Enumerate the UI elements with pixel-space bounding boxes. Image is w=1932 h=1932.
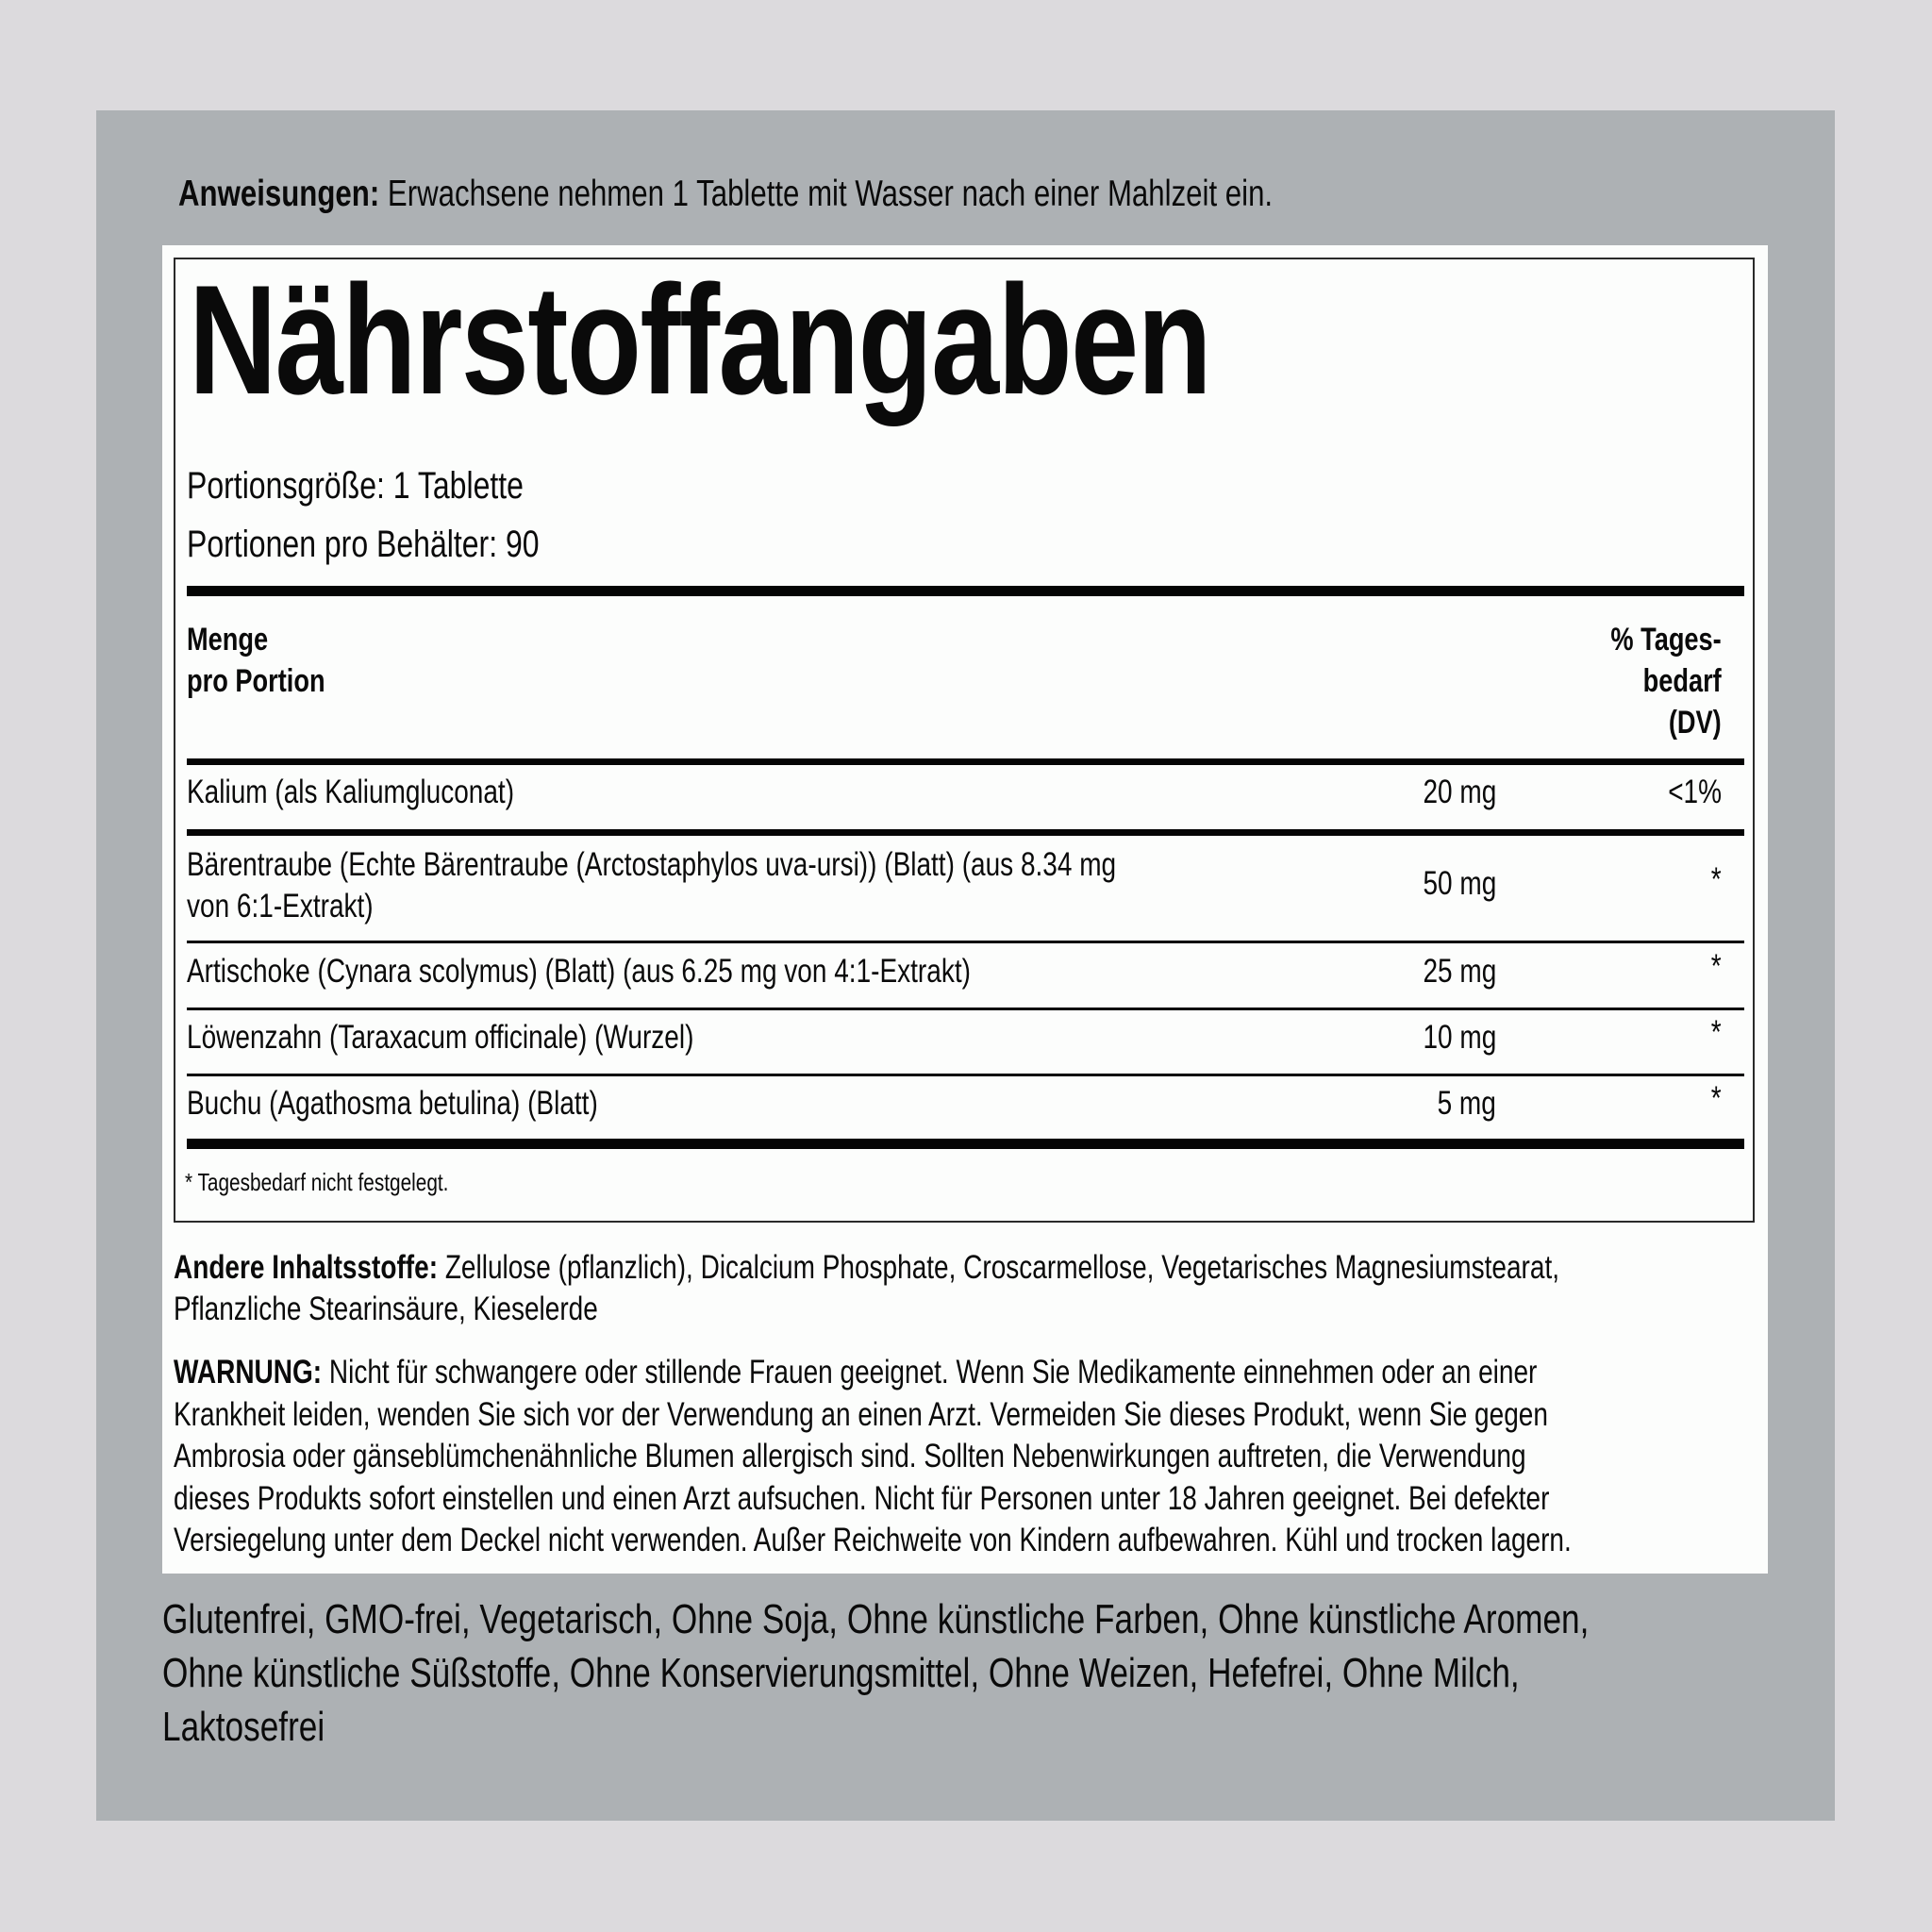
nutrient-amount: 5 mg	[1437, 1085, 1496, 1122]
serving-size: Portionsgröße: 1 Tablette	[187, 465, 524, 507]
amount-header	[187, 619, 325, 702]
warning-label: WARNUNG:	[174, 1354, 323, 1391]
dv-header-line2: bedarf	[1642, 663, 1722, 699]
nutrient-amount: 20 mg	[1423, 774, 1496, 810]
row-rule	[187, 941, 1744, 943]
nutrient-name	[187, 844, 1116, 927]
dv-header	[1611, 619, 1722, 743]
nutrient-dv: <1%	[1668, 774, 1722, 810]
nutrient-amount: 25 mg	[1423, 953, 1496, 990]
warning-line1: Nicht für schwangere oder stillende Frauen geeignet. Wenn Sie Medikamente einnehmen oder an einer	[328, 1354, 1538, 1391]
footnote: * Tagesbedarf nicht festgelegt.	[185, 1168, 449, 1196]
nutrient-amount: 50 mg	[1423, 865, 1496, 902]
warning-line2: Krankheit leiden, wenden Sie sich vor der Verwendung an einen Arzt. Vermeiden Sie dieses Produkt, wenn Sie gegen	[174, 1395, 1548, 1433]
header-rule	[187, 758, 1744, 765]
dv-header-line1: % Tages-	[1610, 622, 1722, 658]
claims-line1: Glutenfrei, GMO-frei, Vegetarisch, Ohne Soja, Ohne künstliche Farben, Ohne künstliche Aromen,	[162, 1596, 1590, 1642]
claims-line3: Laktosefrei	[162, 1704, 325, 1750]
free-from-claims	[162, 1592, 1589, 1754]
nutrient-name: Artischoke (Cynara scolymus) (Blatt) (aus 6.25 mg von 4:1-Extrakt)	[187, 953, 971, 990]
nutrient-amount: 10 mg	[1423, 1019, 1496, 1056]
nutrient-name-line1: Bärentraube (Echte Bärentraube (Arctostaphylos uva-ursi)) (Blatt) (aus 8.34 mg	[187, 846, 1117, 883]
warning-line5: Versiegelung unter dem Deckel nicht verwenden. Außer Reichweite von Kindern aufbewahren. Kühl und trocken lagern.	[174, 1522, 1572, 1558]
nutrient-dv: *	[1711, 948, 1722, 985]
nutrient-name: Kalium (als Kaliumgluconat)	[187, 774, 515, 810]
servings-per-container: Portionen pro Behälter: 90	[187, 524, 540, 565]
other-ingredients-line2: Pflanzliche Stearinsäure, Kieselerde	[174, 1291, 598, 1327]
amount-header-line1: Menge	[187, 622, 269, 658]
warning-line4: dieses Produkts sofort einstellen und einen Arzt aufsuchen. Nicht für Personen unter 18 Jahren geeignet. Bei defekter	[174, 1479, 1550, 1517]
row-rule	[187, 1008, 1744, 1010]
directions-label: Anweisungen:	[178, 174, 380, 214]
other-ingredients-line1: Zellulose (pflanzlich), Dicalcium Phosphate, Croscarmellose, Vegetarisches Magnesiumstearat,	[444, 1249, 1560, 1286]
claims-line2: Ohne künstliche Süßstoffe, Ohne Konservierungsmittel, Ohne Weizen, Hefefrei, Ohne Milch,	[162, 1650, 1520, 1696]
heavy-rule	[187, 1139, 1744, 1149]
directions	[178, 174, 1273, 215]
nutrient-dv: *	[1711, 861, 1722, 898]
warning-line3: Ambrosia oder gänseblümchenähnliche Blumen allergisch sind. Sollten Nebenwirkungen auftreten, die Verwendung	[174, 1438, 1526, 1474]
facts-title: Nährstoffangaben	[189, 253, 1211, 426]
other-ingredients	[174, 1247, 1559, 1330]
nutrient-name: Löwenzahn (Taraxacum officinale) (Wurzel)	[187, 1019, 694, 1056]
heavy-rule	[187, 586, 1744, 596]
nutrient-name: Buchu (Agathosma betulina) (Blatt)	[187, 1085, 598, 1122]
row-rule	[187, 829, 1744, 836]
other-ingredients-label: Andere Inhaltsstoffe:	[174, 1249, 439, 1286]
amount-header-line2: pro Portion	[187, 663, 325, 699]
row-rule	[187, 1074, 1744, 1076]
dv-header-line3: (DV)	[1669, 705, 1722, 741]
nutrient-name-line2: von 6:1-Extrakt)	[187, 888, 374, 924]
nutrient-dv: *	[1711, 1014, 1722, 1051]
nutrient-dv: *	[1711, 1080, 1722, 1117]
warning	[174, 1352, 1572, 1562]
directions-text: Erwachsene nehmen 1 Tablette mit Wasser nach einer Mahlzeit ein.	[387, 174, 1274, 214]
